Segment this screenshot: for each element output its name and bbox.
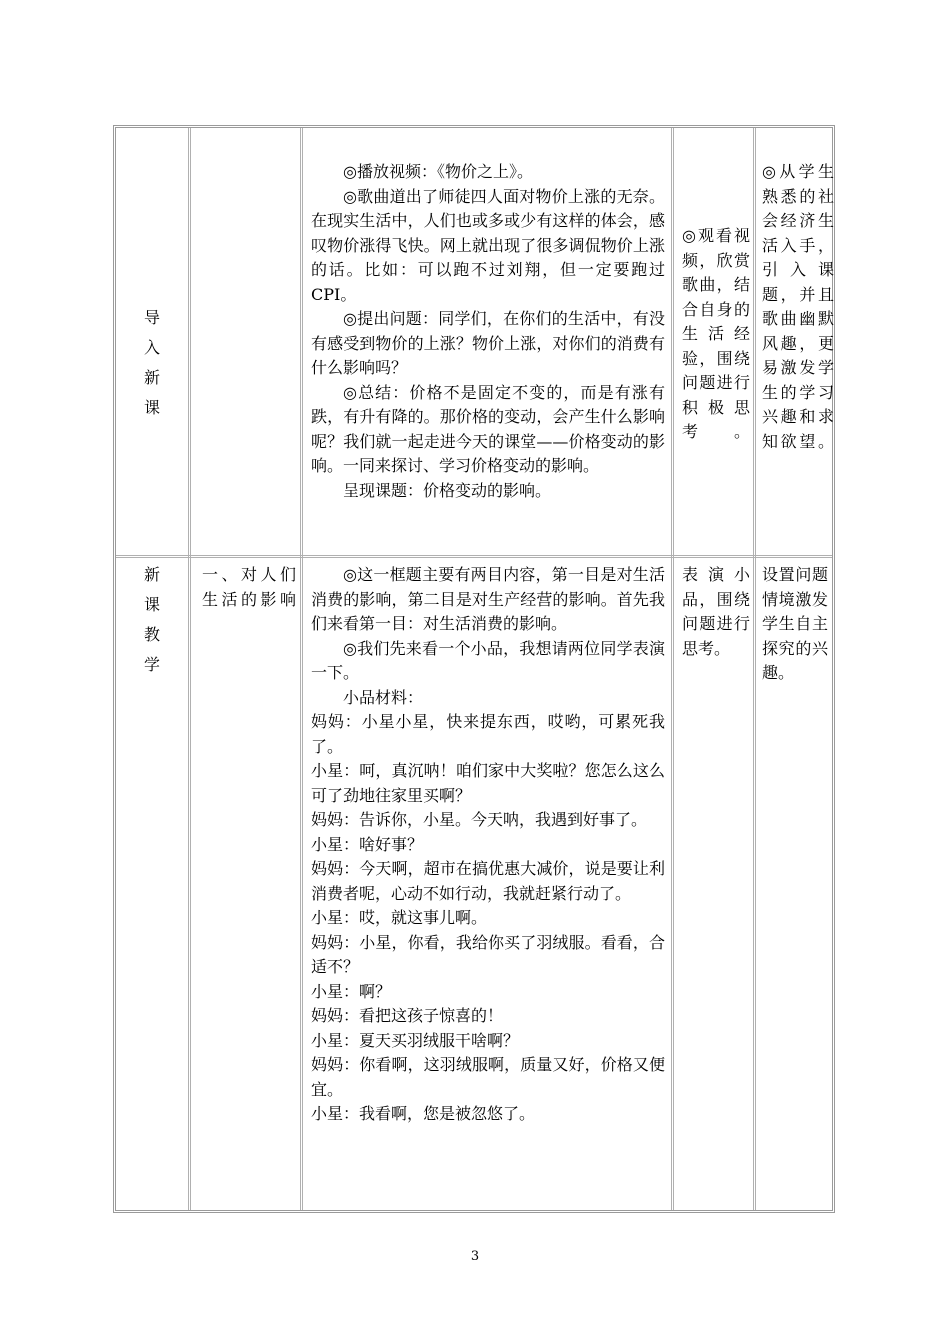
column-divider (188, 128, 191, 1210)
content-paragraph: 小品材料： (343, 687, 424, 707)
dialogue-line: 妈妈：告诉你，小星。今天呐，我遇到好事了。 (311, 810, 648, 829)
column-divider (753, 128, 756, 1210)
design-intent-text: ◎从学生熟悉的社会经济生活入手，引入课题，并且歌曲幽默风趣，更易激发学生的学习兴趣和求知欲望。 (762, 162, 834, 451)
stage-label-intro (142, 303, 162, 423)
content-paragraph: ◎提出问题：同学们，在你们的生活中，有没有感受到物价的上涨？物价上涨，对你们的消费有什么影响吗？ (311, 309, 665, 377)
stage-char: 新 (143, 368, 160, 387)
content-paragraph: 呈现课题：价格变动的影响。 (343, 480, 552, 500)
dialogue-line: 小星：呵，真沉呐！咱们家中大奖啦？您怎么这么可了劲地往家里买啊？ (311, 761, 665, 805)
stage-label-new-lesson (142, 560, 162, 680)
dialogue-line: 妈妈：今天啊，超市在搞优惠大减价，说是要让利消费者呢，心动不如行动，我就赶紧行动了。 (311, 859, 665, 903)
content-paragraph: ◎歌曲道出了师徒四人面对物价上涨的无奈。在现实生活中，人们也或多或少有这样的体会，感叹物价涨得飞快。网上就出现了很多调侃物价上涨的话。比如：可以跑不过刘翔，但一定要跑过CPI。 (311, 186, 665, 304)
design-intent-intro (762, 160, 834, 454)
content-paragraph: ◎这一框题主要有两目内容，第一目是对生活消费的影响，第二目是对生产经营的影响。首先我们来看第一目：对生活消费的影响。 (311, 565, 665, 633)
teacher-activity-intro (311, 160, 665, 503)
stage-char: 导 (143, 308, 160, 327)
section-title: 一、对人们生活的影响 (202, 565, 296, 609)
stage-char: 课 (143, 398, 160, 417)
stage-char: 课 (143, 595, 160, 614)
column-divider (300, 128, 303, 1210)
dialogue-line: 小星：啥好事？ (311, 834, 424, 854)
student-activity-new (682, 563, 750, 661)
dialogue-line: 妈妈：你看啊，这羽绒服啊，质量又好，价格又便宜。 (311, 1055, 665, 1099)
student-activity-intro (682, 224, 750, 445)
student-activity-text: 表演小品，围绕问题进行思考。 (682, 565, 750, 658)
dialogue-line: 小星：夏天买羽绒服干啥啊？ (311, 1030, 520, 1050)
dialogue-line: 小星：哎，就这事儿啊。 (311, 908, 488, 927)
content-paragraph: ◎我们先来看一个小品，我想请两位同学表演一下。 (311, 638, 665, 682)
column-divider (671, 128, 674, 1210)
dialogue-line: 妈妈：小星，你看，我给你买了羽绒服。看看，合适不？ (311, 932, 665, 976)
design-intent-new (762, 563, 828, 686)
design-intent-text: 设置问题情境激发学生自主探究的兴趣。 (762, 565, 828, 682)
stage-char: 教 (143, 625, 160, 644)
dialogue-line: 小星：啊？ (311, 981, 392, 1001)
page-number: 3 (470, 1249, 480, 1264)
content-paragraph: ◎播放视频：《物价之上》。 (343, 162, 533, 181)
content-paragraph: ◎总结：价格不是固定不变的，而是有涨有跌，有升有降的。那价格的变动，会产生什么影响呢？我们就一起走进今天的课堂——价格变动的影响。一同来探讨、学习价格变动的影响。 (311, 382, 665, 475)
stage-char: 新 (143, 565, 160, 584)
lesson-plan-table (113, 125, 835, 1213)
section-cell (202, 563, 296, 612)
stage-char: 入 (143, 338, 160, 357)
dialogue-line: 小星：我看啊，您是被忽悠了。 (311, 1104, 536, 1123)
dialogue-line: 妈妈：看把这孩子惊喜的！ (311, 1006, 504, 1025)
dialogue-line: 妈妈：小星小星，快来提东西，哎哟，可累死我了。 (311, 712, 665, 756)
row-divider (116, 555, 832, 558)
student-activity-text: ◎观看视频，欣赏歌曲，结合自身的生活经验，围绕问题进行积极思考。 (682, 226, 750, 441)
teacher-activity-new (311, 563, 665, 1127)
stage-char: 学 (143, 655, 160, 674)
